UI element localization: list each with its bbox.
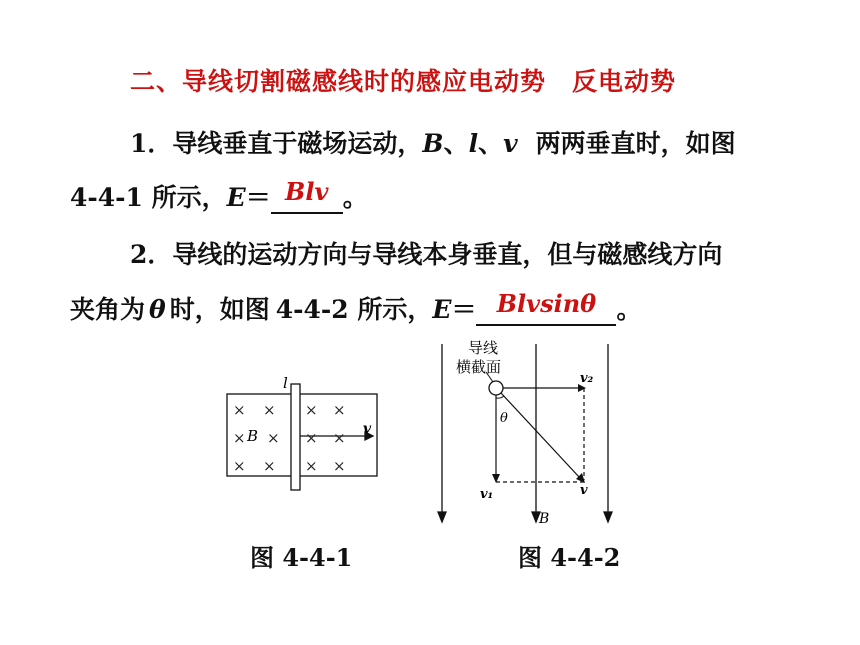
field-mark: × <box>333 457 346 475</box>
label-v2: v₂ <box>580 371 594 386</box>
caption-4-4-1: 图 4-4-1 <box>250 543 353 572</box>
item2-eq-var: E <box>432 295 452 324</box>
label-section-2: 横截面 <box>456 358 502 376</box>
field-mark: × <box>233 457 246 475</box>
figure-4-4-1 <box>215 372 385 494</box>
field-mark: × <box>267 429 280 447</box>
label-v: v <box>363 421 372 437</box>
var-l: l <box>468 129 479 158</box>
item2-text-c: 时，如图 <box>169 295 270 324</box>
item1-text-c: 所示， <box>142 183 227 212</box>
label-v: v <box>580 483 588 498</box>
item2-number: 2． <box>130 240 173 269</box>
field-mark: × <box>333 401 346 419</box>
section-heading: 二、导线切割磁感线时的感应电动势 反电动势 <box>130 67 677 96</box>
item2-line1 <box>130 235 722 271</box>
field-mark: × <box>263 457 276 475</box>
theta-arc <box>496 396 504 398</box>
item1-end: 。 <box>342 183 368 212</box>
caption-4-4-2: 图 4-4-2 <box>518 543 621 572</box>
item1-fig-ref: 4-4-1 <box>70 183 143 212</box>
label-l: l <box>283 374 288 392</box>
item2-text-a: 导线的运动方向与导线本身垂直，但与磁感线方向 <box>172 240 723 269</box>
field-arrowhead <box>438 512 446 522</box>
item2-eq-sign: ＝ <box>451 295 477 324</box>
field-mark: × <box>263 401 276 419</box>
item2-fig-ref: 4-4-2 <box>275 295 349 324</box>
item2-end: 。 <box>616 295 642 324</box>
item2-text-b: 夹角为 <box>70 295 146 324</box>
field-mark: × <box>233 401 246 419</box>
var-B: B <box>422 129 444 158</box>
item1-answer: Blv <box>285 177 329 206</box>
label-v1: v₁ <box>480 487 494 502</box>
conductor-rod <box>291 384 300 490</box>
field-mark: × <box>305 401 318 419</box>
label-B: B <box>539 511 550 527</box>
item2-text-d: 所示， <box>348 295 433 324</box>
item1-answer-blank <box>271 177 343 214</box>
field-mark: × <box>333 429 346 447</box>
item1-line1 <box>130 124 736 160</box>
item1-eq-sign: ＝ <box>245 183 271 212</box>
item1-sep1: 、 <box>443 129 469 158</box>
field-mark: × <box>305 457 318 475</box>
field-arrowhead <box>604 512 612 522</box>
var-v: v <box>503 129 518 158</box>
field-mark: × <box>305 429 318 447</box>
item2-theta: θ <box>149 295 166 324</box>
label-section-1: 导线 <box>468 339 499 357</box>
item2-line2 <box>70 290 641 326</box>
item2-answer: Blvsinθ <box>496 289 597 318</box>
label-B: B <box>247 427 259 445</box>
label-theta: θ <box>500 411 508 426</box>
item1-number: 1． <box>130 129 173 158</box>
item1-text-b: 两两垂直时，如图 <box>535 129 736 158</box>
item1-text-a: 导线垂直于磁场运动， <box>172 129 423 158</box>
field-mark: × <box>233 429 246 447</box>
conductor-cross-section <box>489 381 503 395</box>
v-arrow <box>501 393 580 478</box>
figure-4-4-2 <box>428 336 628 532</box>
item1-sep2: 、 <box>478 129 504 158</box>
item1-line2 <box>70 178 368 214</box>
item1-eq-var: E <box>226 183 246 212</box>
item2-answer-blank <box>476 289 616 326</box>
